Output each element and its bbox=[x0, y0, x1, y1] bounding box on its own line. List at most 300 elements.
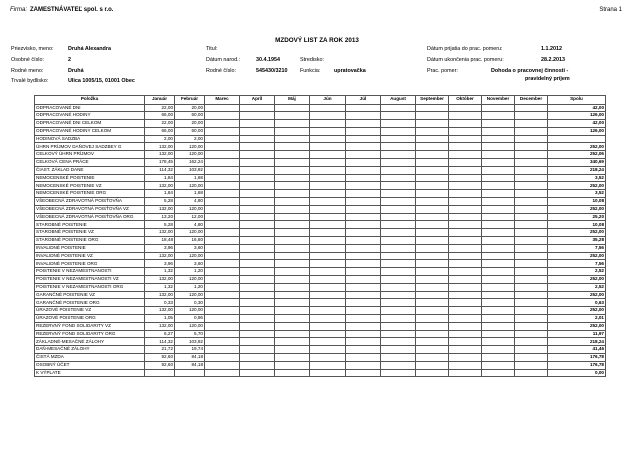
table-cell bbox=[416, 260, 449, 268]
table-cell bbox=[240, 221, 275, 229]
table-cell bbox=[515, 174, 548, 182]
table-cell bbox=[205, 346, 240, 354]
row-item-label: CELKOVÝ ÚHRN PRÍJMOV bbox=[35, 151, 145, 159]
table-cell bbox=[449, 151, 482, 159]
table-cell bbox=[240, 244, 275, 252]
column-header: Júl bbox=[346, 96, 381, 105]
table-cell bbox=[515, 330, 548, 338]
table-cell bbox=[416, 213, 449, 221]
value-total: 252,00 bbox=[548, 276, 606, 284]
table-cell bbox=[482, 252, 515, 260]
table-cell bbox=[275, 283, 310, 291]
table-cell bbox=[240, 104, 275, 112]
table-cell bbox=[346, 151, 381, 159]
row-item-label: REZERVNÝ FOND SOLIDARITY VZ bbox=[35, 322, 145, 330]
table-row bbox=[35, 260, 606, 268]
value-february: 120,00 bbox=[175, 322, 205, 330]
table-cell bbox=[275, 127, 310, 135]
row-item-label: ÚHRN PRÍJMOV DAŇOVEJ SADZBEY G bbox=[35, 143, 145, 151]
value-january: 0,33 bbox=[145, 299, 175, 307]
table-cell bbox=[381, 143, 416, 151]
relation-label: Prac. pomer: bbox=[427, 68, 458, 74]
value-january: 178,45 bbox=[145, 159, 175, 167]
table-cell bbox=[240, 151, 275, 159]
table-cell bbox=[240, 135, 275, 143]
table-cell bbox=[240, 330, 275, 338]
table-cell bbox=[275, 190, 310, 198]
table-cell bbox=[205, 315, 240, 323]
table-cell bbox=[482, 361, 515, 369]
table-cell bbox=[482, 229, 515, 237]
table-cell bbox=[381, 151, 416, 159]
table-row bbox=[35, 151, 606, 159]
table-cell bbox=[275, 159, 310, 167]
table-cell bbox=[449, 268, 482, 276]
value-february: 20,00 bbox=[175, 104, 205, 112]
row-item-label: VŠEOBECNÁ ZDRAVOTNÁ POISŤOVŇA bbox=[35, 198, 145, 206]
employee-info-right bbox=[427, 46, 622, 86]
table-cell bbox=[275, 299, 310, 307]
table-cell bbox=[205, 135, 240, 143]
function-value: upratovačka bbox=[334, 68, 366, 74]
table-cell bbox=[449, 135, 482, 143]
column-header: November bbox=[482, 96, 515, 105]
table-cell bbox=[482, 190, 515, 198]
table-cell bbox=[205, 354, 240, 362]
table-cell bbox=[515, 120, 548, 128]
payroll-table bbox=[34, 95, 606, 377]
column-header: Február bbox=[175, 96, 205, 105]
table-cell bbox=[205, 338, 240, 346]
row-item-label: ČIAST. ZÁKLAD DANE bbox=[35, 166, 145, 174]
value-january: 132,00 bbox=[145, 307, 175, 315]
table-cell bbox=[381, 260, 416, 268]
table-cell bbox=[205, 112, 240, 120]
table-cell bbox=[310, 283, 346, 291]
table-cell bbox=[240, 268, 275, 276]
table-cell bbox=[240, 369, 275, 377]
table-cell bbox=[482, 291, 515, 299]
table-cell bbox=[310, 276, 346, 284]
table-cell bbox=[205, 268, 240, 276]
value-january: 1,84 bbox=[145, 190, 175, 198]
table-cell bbox=[416, 127, 449, 135]
table-cell bbox=[346, 237, 381, 245]
table-cell bbox=[515, 244, 548, 252]
table-cell bbox=[310, 307, 346, 315]
table-cell bbox=[449, 322, 482, 330]
address-label: Trvalé bydlisko: bbox=[11, 78, 49, 84]
table-cell bbox=[310, 190, 346, 198]
value-february: 1,20 bbox=[175, 268, 205, 276]
table-cell bbox=[449, 283, 482, 291]
table-cell bbox=[240, 252, 275, 260]
table-cell bbox=[205, 213, 240, 221]
table-cell bbox=[240, 237, 275, 245]
firm-label: Firma: bbox=[10, 7, 27, 13]
table-cell bbox=[205, 291, 240, 299]
table-cell bbox=[449, 244, 482, 252]
table-cell bbox=[515, 198, 548, 206]
value-total: 0,00 bbox=[548, 369, 606, 377]
table-cell bbox=[346, 112, 381, 120]
value-january: 92,60 bbox=[145, 361, 175, 369]
table-cell bbox=[275, 369, 310, 377]
value-january: 114,32 bbox=[145, 166, 175, 174]
table-row bbox=[35, 174, 606, 182]
table-cell bbox=[240, 361, 275, 369]
table-header-row bbox=[35, 96, 606, 105]
table-cell bbox=[449, 112, 482, 120]
employee-info-middle bbox=[206, 46, 416, 86]
table-cell bbox=[240, 120, 275, 128]
table-cell bbox=[416, 354, 449, 362]
table-row bbox=[35, 205, 606, 213]
value-february: 84,18 bbox=[175, 361, 205, 369]
column-header: September bbox=[416, 96, 449, 105]
value-total: 252,00 bbox=[548, 182, 606, 190]
value-total: 218,24 bbox=[548, 166, 606, 174]
table-cell bbox=[416, 166, 449, 174]
value-february: 60,00 bbox=[175, 112, 205, 120]
column-header: Spolu bbox=[548, 96, 606, 105]
table-cell bbox=[482, 276, 515, 284]
table-cell bbox=[482, 346, 515, 354]
table-row bbox=[35, 237, 606, 245]
table-cell bbox=[449, 159, 482, 167]
table-cell bbox=[205, 127, 240, 135]
table-cell bbox=[310, 151, 346, 159]
value-january bbox=[145, 369, 175, 377]
value-february: 1,68 bbox=[175, 190, 205, 198]
value-february: 120,00 bbox=[175, 229, 205, 237]
birthnum-value: 545430/3210 bbox=[256, 68, 288, 74]
table-cell bbox=[205, 143, 240, 151]
row-item-label: REZERVNÝ FOND SOLIDARITY ORG bbox=[35, 330, 145, 338]
value-total: 252,00 bbox=[548, 291, 606, 299]
value-january: 66,00 bbox=[145, 127, 175, 135]
table-row bbox=[35, 104, 606, 112]
table-cell bbox=[416, 299, 449, 307]
table-cell bbox=[346, 361, 381, 369]
value-total: 35,28 bbox=[548, 237, 606, 245]
table-cell bbox=[346, 229, 381, 237]
table-cell bbox=[310, 112, 346, 120]
row-item-label: POISTENIE V NEZAMESTNANOSTI bbox=[35, 268, 145, 276]
table-cell bbox=[275, 291, 310, 299]
table-cell bbox=[346, 307, 381, 315]
table-cell bbox=[416, 346, 449, 354]
table-cell bbox=[275, 260, 310, 268]
table-cell bbox=[416, 283, 449, 291]
table-cell bbox=[482, 322, 515, 330]
value-february: 3,60 bbox=[175, 260, 205, 268]
table-cell bbox=[449, 237, 482, 245]
table-cell bbox=[205, 307, 240, 315]
table-cell bbox=[275, 120, 310, 128]
table-cell bbox=[416, 135, 449, 143]
birthdate-value: 30.4.1954 bbox=[256, 57, 280, 63]
firm-line bbox=[10, 7, 113, 13]
value-january: 22,00 bbox=[145, 120, 175, 128]
table-row bbox=[35, 166, 606, 174]
table-cell bbox=[205, 260, 240, 268]
value-total: 126,00 bbox=[548, 127, 606, 135]
table-row bbox=[35, 322, 606, 330]
table-row bbox=[35, 252, 606, 260]
table-cell bbox=[310, 205, 346, 213]
value-january: 2,00 bbox=[145, 135, 175, 143]
column-header: Jún bbox=[310, 96, 346, 105]
table-cell bbox=[346, 120, 381, 128]
table-cell bbox=[482, 205, 515, 213]
value-february: 120,00 bbox=[175, 143, 205, 151]
table-cell bbox=[240, 291, 275, 299]
table-cell bbox=[449, 120, 482, 128]
table-cell bbox=[205, 330, 240, 338]
table-cell bbox=[482, 159, 515, 167]
value-total: 41,46 bbox=[548, 346, 606, 354]
value-february: 84,18 bbox=[175, 354, 205, 362]
table-cell bbox=[240, 213, 275, 221]
table-row bbox=[35, 120, 606, 128]
table-cell bbox=[515, 307, 548, 315]
table-cell bbox=[515, 190, 548, 198]
value-february: 4,80 bbox=[175, 198, 205, 206]
table-cell bbox=[205, 120, 240, 128]
table-cell bbox=[449, 213, 482, 221]
table-row bbox=[35, 127, 606, 135]
table-cell bbox=[310, 182, 346, 190]
value-january: 132,00 bbox=[145, 252, 175, 260]
value-february: 120,00 bbox=[175, 205, 205, 213]
row-item-label: POISTENIE V NEZAMESTNANOSTI VZ bbox=[35, 276, 145, 284]
table-cell bbox=[515, 315, 548, 323]
value-january: 1,32 bbox=[145, 283, 175, 291]
value-february: 120,00 bbox=[175, 252, 205, 260]
table-cell bbox=[416, 252, 449, 260]
table-cell bbox=[310, 229, 346, 237]
table-cell bbox=[310, 135, 346, 143]
value-february: 120,00 bbox=[175, 151, 205, 159]
table-cell bbox=[381, 213, 416, 221]
table-cell bbox=[449, 182, 482, 190]
table-cell bbox=[449, 229, 482, 237]
table-cell bbox=[482, 127, 515, 135]
table-cell bbox=[449, 291, 482, 299]
table-cell bbox=[205, 369, 240, 377]
table-cell bbox=[381, 159, 416, 167]
table-cell bbox=[275, 112, 310, 120]
table-cell bbox=[381, 354, 416, 362]
value-january: 1,84 bbox=[145, 174, 175, 182]
table-cell bbox=[240, 205, 275, 213]
table-row bbox=[35, 135, 606, 143]
table-cell bbox=[381, 244, 416, 252]
value-february: 0,96 bbox=[175, 315, 205, 323]
table-row bbox=[35, 221, 606, 229]
row-item-label: OSOBNÝ ÚČET bbox=[35, 361, 145, 369]
value-january: 132,00 bbox=[145, 276, 175, 284]
table-cell bbox=[381, 307, 416, 315]
table-cell bbox=[482, 104, 515, 112]
table-cell bbox=[205, 244, 240, 252]
value-january: 21,72 bbox=[145, 346, 175, 354]
value-february: 103,92 bbox=[175, 338, 205, 346]
row-item-label: HODINOVÁ SADZBA bbox=[35, 135, 145, 143]
table-cell bbox=[381, 276, 416, 284]
value-february: 120,00 bbox=[175, 276, 205, 284]
maiden-label: Rodné meno: bbox=[11, 68, 44, 74]
table-cell bbox=[416, 182, 449, 190]
table-cell bbox=[310, 315, 346, 323]
table-cell bbox=[416, 322, 449, 330]
value-february: 1,68 bbox=[175, 174, 205, 182]
table-cell bbox=[416, 244, 449, 252]
birthdate-label: Dátum narod.: bbox=[206, 57, 241, 63]
table-cell bbox=[449, 299, 482, 307]
table-cell bbox=[275, 135, 310, 143]
value-january: 5,28 bbox=[145, 221, 175, 229]
table-cell bbox=[381, 252, 416, 260]
table-cell bbox=[275, 354, 310, 362]
table-cell bbox=[482, 174, 515, 182]
table-cell bbox=[275, 237, 310, 245]
table-cell bbox=[346, 166, 381, 174]
value-total: 7,56 bbox=[548, 260, 606, 268]
value-january: 132,00 bbox=[145, 182, 175, 190]
value-total: 252,00 bbox=[548, 322, 606, 330]
row-item-label: INVALIDNÉ POISTENIE ORG bbox=[35, 260, 145, 268]
value-total: 218,24 bbox=[548, 338, 606, 346]
page-number: Strana 1 bbox=[599, 7, 622, 13]
table-cell bbox=[346, 205, 381, 213]
table-cell bbox=[205, 252, 240, 260]
value-january: 92,60 bbox=[145, 354, 175, 362]
value-january: 132,00 bbox=[145, 151, 175, 159]
table-cell bbox=[515, 260, 548, 268]
table-cell bbox=[515, 268, 548, 276]
table-cell bbox=[346, 198, 381, 206]
table-cell bbox=[346, 159, 381, 167]
table-cell bbox=[416, 276, 449, 284]
table-cell bbox=[449, 276, 482, 284]
value-total: 42,00 bbox=[548, 120, 606, 128]
table-cell bbox=[346, 244, 381, 252]
table-cell bbox=[515, 291, 548, 299]
value-total: 7,56 bbox=[548, 244, 606, 252]
table-row bbox=[35, 361, 606, 369]
value-total: 3,52 bbox=[548, 190, 606, 198]
table-cell bbox=[205, 190, 240, 198]
value-total: 176,78 bbox=[548, 354, 606, 362]
table-cell bbox=[346, 104, 381, 112]
value-february: 12,00 bbox=[175, 213, 205, 221]
table-cell bbox=[346, 369, 381, 377]
row-item-label: ÚRAZOVÉ POISTENIE VZ bbox=[35, 307, 145, 315]
value-february: 20,00 bbox=[175, 120, 205, 128]
table-cell bbox=[381, 190, 416, 198]
value-total: 252,00 bbox=[548, 143, 606, 151]
table-cell bbox=[515, 361, 548, 369]
table-cell bbox=[310, 338, 346, 346]
table-cell bbox=[449, 307, 482, 315]
table-cell bbox=[310, 291, 346, 299]
table-cell bbox=[515, 322, 548, 330]
table-cell bbox=[381, 283, 416, 291]
value-total: 252,00 bbox=[548, 307, 606, 315]
table-cell bbox=[515, 299, 548, 307]
table-cell bbox=[275, 104, 310, 112]
table-cell bbox=[515, 159, 548, 167]
value-total: 252,00 bbox=[548, 205, 606, 213]
table-cell bbox=[381, 322, 416, 330]
table-row bbox=[35, 307, 606, 315]
birthnum-label: Rodné číslo: bbox=[206, 68, 236, 74]
table-cell bbox=[416, 315, 449, 323]
value-january: 1,32 bbox=[145, 268, 175, 276]
table-cell bbox=[381, 346, 416, 354]
table-row bbox=[35, 182, 606, 190]
table-cell bbox=[449, 205, 482, 213]
value-february: 3,60 bbox=[175, 244, 205, 252]
table-cell bbox=[482, 135, 515, 143]
table-cell bbox=[449, 166, 482, 174]
table-cell bbox=[275, 315, 310, 323]
table-row bbox=[35, 315, 606, 323]
value-january: 132,00 bbox=[145, 143, 175, 151]
table-row bbox=[35, 112, 606, 120]
table-row bbox=[35, 299, 606, 307]
value-february: 5,70 bbox=[175, 330, 205, 338]
name-label: Priezvisko, meno: bbox=[11, 46, 54, 52]
value-total bbox=[548, 135, 606, 143]
table-cell bbox=[416, 307, 449, 315]
table-row bbox=[35, 283, 606, 291]
table-row bbox=[35, 338, 606, 346]
table-cell bbox=[205, 283, 240, 291]
table-cell bbox=[449, 143, 482, 151]
maiden-value: Druhá bbox=[68, 68, 84, 74]
table-cell bbox=[515, 112, 548, 120]
table-cell bbox=[310, 354, 346, 362]
id-value: 2 bbox=[68, 57, 71, 63]
table-cell bbox=[515, 135, 548, 143]
column-header: Január bbox=[145, 96, 175, 105]
value-total: 11,97 bbox=[548, 330, 606, 338]
column-header: Apríl bbox=[240, 96, 275, 105]
row-item-label: GARANČNÉ POISTENIE ORG bbox=[35, 299, 145, 307]
table-cell bbox=[240, 190, 275, 198]
table-cell bbox=[205, 229, 240, 237]
value-january: 18,48 bbox=[145, 237, 175, 245]
value-january: 6,27 bbox=[145, 330, 175, 338]
row-item-label: POISTENIE V NEZAMESTNANOSTI ORG bbox=[35, 283, 145, 291]
table-cell bbox=[310, 198, 346, 206]
table-cell bbox=[346, 315, 381, 323]
table-cell bbox=[515, 221, 548, 229]
table-cell bbox=[275, 174, 310, 182]
value-january: 3,96 bbox=[145, 260, 175, 268]
table-cell bbox=[381, 182, 416, 190]
table-cell bbox=[482, 244, 515, 252]
table-cell bbox=[310, 104, 346, 112]
table-cell bbox=[240, 229, 275, 237]
value-total: 252,06 bbox=[548, 151, 606, 159]
value-total: 176,78 bbox=[548, 361, 606, 369]
table-cell bbox=[449, 338, 482, 346]
table-cell bbox=[205, 182, 240, 190]
